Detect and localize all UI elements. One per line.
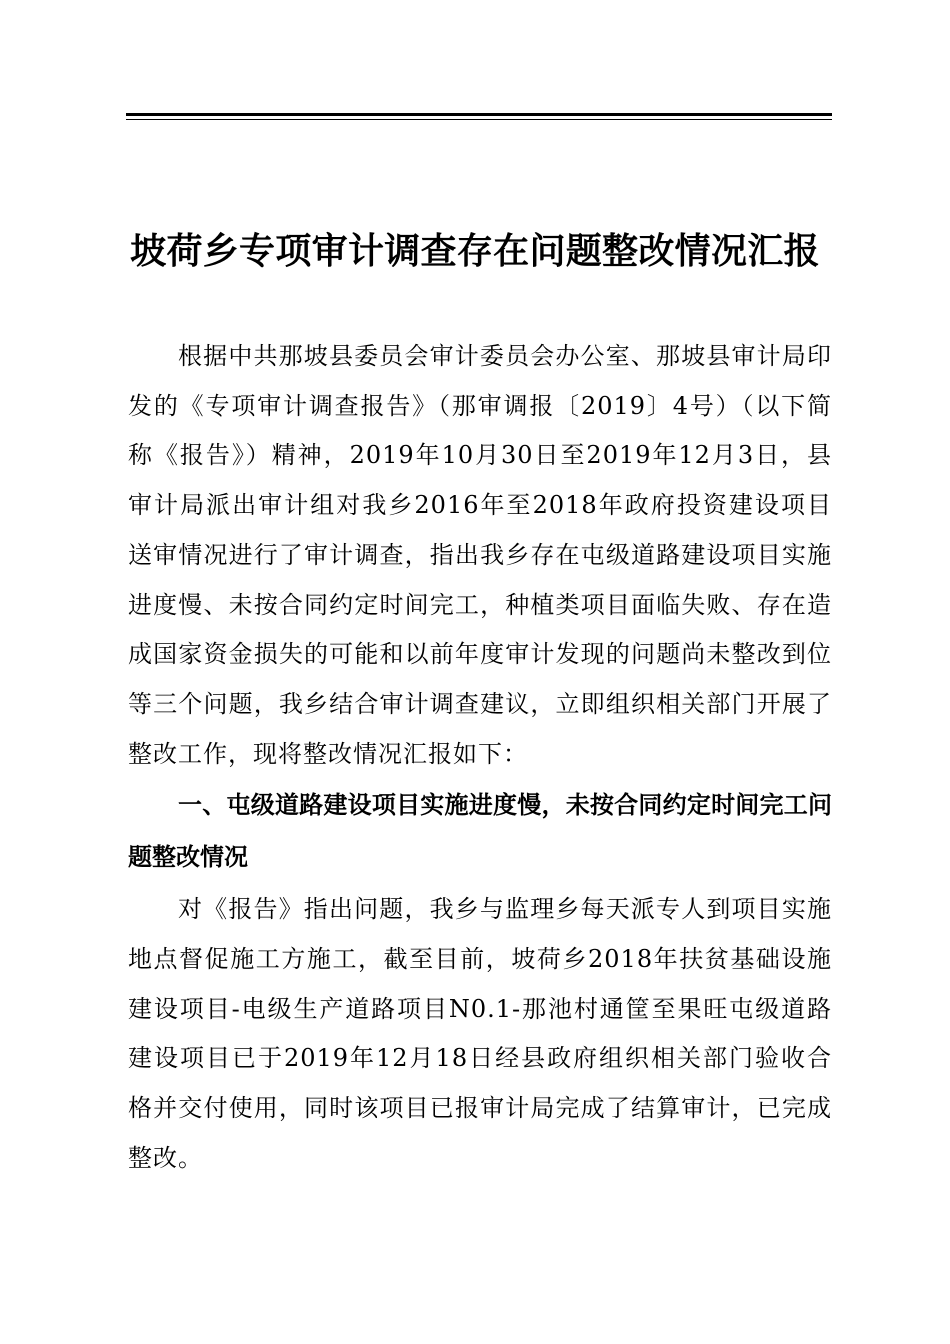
section-heading: 一、屯级道路建设项目实施进度慢，未按合同约定时间完工问题整改情况 — [128, 791, 832, 872]
header-rule-thick — [126, 113, 832, 116]
intro-paragraph: 根据中共那坡县委员会审计委员会办公室、那坡县审计局印发的《专项审计调查报告》（那审调报〔2019〕4号）（以下简称《报告》）精神，2019年10月30日至2019年12月3日，县审计局派出审计组对我乡2016年至2018年政府投资建设项目送审情况进行了审计调查，指出我乡存在屯级道路建设项目实施进度慢、未按合同约定时间完工，种植类项目面临失败、存在造成国家资金损失的可能和以前年度审计发现的问题尚未整改到位等三个问题，我乡结合审计调查建议，立即组织相关部门开展了整改工作，现将整改情况汇报如下： — [128, 342, 832, 768]
document-title: 坡荷乡专项审计调查存在问题整改情况汇报 — [130, 230, 820, 272]
header-rule-thin — [126, 119, 832, 120]
document-body — [128, 332, 832, 1184]
section-paragraph: 对《报告》指出问题，我乡与监理乡每天派专人到项目实施地点督促施工方施工，截至目前，坡荷乡2018年扶贫基础设施建设项目-电级生产道路项目N0.1-那池村通筐至果旺屯级道路建设项目已于2019年12月18日经县政府组织相关部门验收合格并交付使用，同时该项目已报审计局完成了结算审计，已完成整改。 — [128, 895, 832, 1172]
